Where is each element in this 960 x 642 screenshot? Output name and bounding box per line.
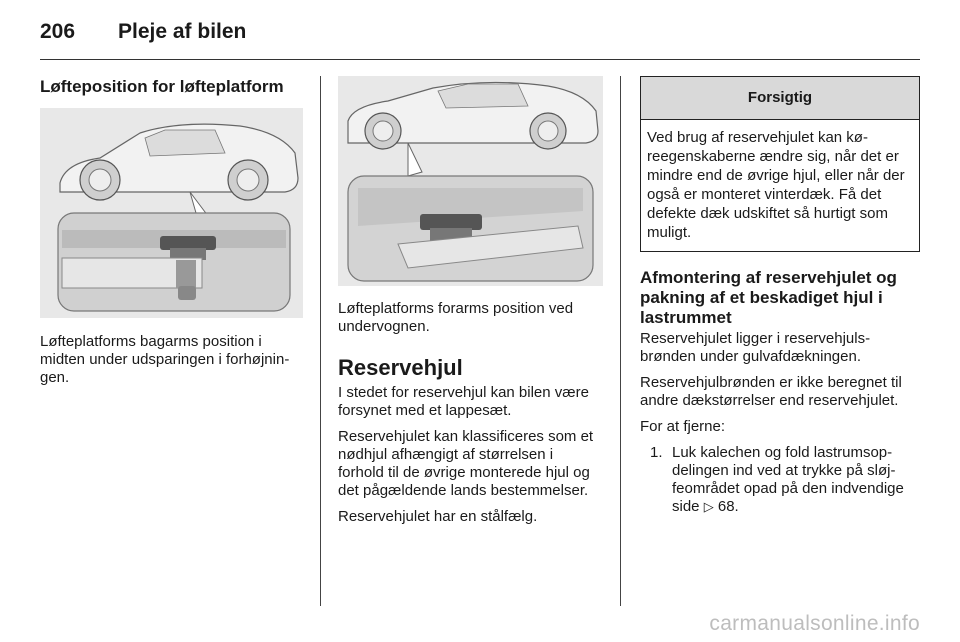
column-divider-left xyxy=(320,76,321,606)
paragraph: I stedet for reservehjul kan bilen være forsynet med et lappesæt. xyxy=(338,384,589,419)
paragraph: Reservehjulbrønden er ikke beregnet til andre dækstørrelser end reservehjulet. xyxy=(640,374,902,409)
caution-title: Forsigtig xyxy=(641,77,919,120)
removal-subheading: Afmontering af reservehjulet og pakning af et beskadiget hjul i lastrummet xyxy=(640,268,897,327)
column-divider-right xyxy=(620,76,621,606)
paragraph: Reservehjulet har en stålfælg. xyxy=(338,508,538,525)
rear-arm-caption: Løfteplatforms bagarms position i midten under udsparingen i forhøjningen. xyxy=(40,333,290,386)
list-text: Luk kalechen og fold lastrumsopdelingen ind ved at trykke på sløjfeområdet opad på den indvendige side xyxy=(672,444,904,515)
paragraph: For at fjerne: xyxy=(640,418,726,435)
section-title: Løfteposition for løfteplatform xyxy=(40,77,284,96)
arrow-ref-icon: ▷ xyxy=(703,499,714,514)
column-3 xyxy=(640,76,920,516)
spare-wheel-heading: Reservehjul xyxy=(338,355,463,380)
list-item xyxy=(650,444,920,516)
list-number: 1. xyxy=(650,444,663,461)
car-rear-lift-illustration xyxy=(40,108,303,318)
paragraph: Reservehjulet ligger i reservehjulsbrønden under gulvafdækningen. xyxy=(640,330,871,365)
page-title: Pleje af bilen xyxy=(118,20,247,43)
steps-list xyxy=(640,444,920,516)
front-arm-caption: Løfteplatforms forarms position ved undervognen. xyxy=(338,300,574,335)
front-lift-arm-figure xyxy=(338,76,603,286)
page-number: 206 xyxy=(40,20,76,43)
caution-text: Ved brug af reservehjulet kan køreegenskaberne ændre sig, når det er mindre end de øvrige hjul, eller når der også er monteret vinterdæk. Få det defekte dæk udskiftet så hurtigt som muligt. xyxy=(647,129,905,241)
caution-box xyxy=(640,76,920,252)
column-1 xyxy=(40,76,303,386)
rear-lift-arm-figure xyxy=(40,108,303,318)
paragraph: Reservehjulet kan klassificeres som et nødhjul afhængigt af størrelsen i forhold til de øvrige monterede hjul og det pågældende lands bestemmelser. xyxy=(338,428,594,499)
page-header xyxy=(40,16,920,52)
watermark: carmanualsonline.info xyxy=(709,612,920,635)
header-rule xyxy=(40,59,920,60)
car-front-lift-illustration xyxy=(338,76,603,286)
page-reference[interactable]: 68. xyxy=(717,498,739,515)
column-2 xyxy=(338,76,603,534)
